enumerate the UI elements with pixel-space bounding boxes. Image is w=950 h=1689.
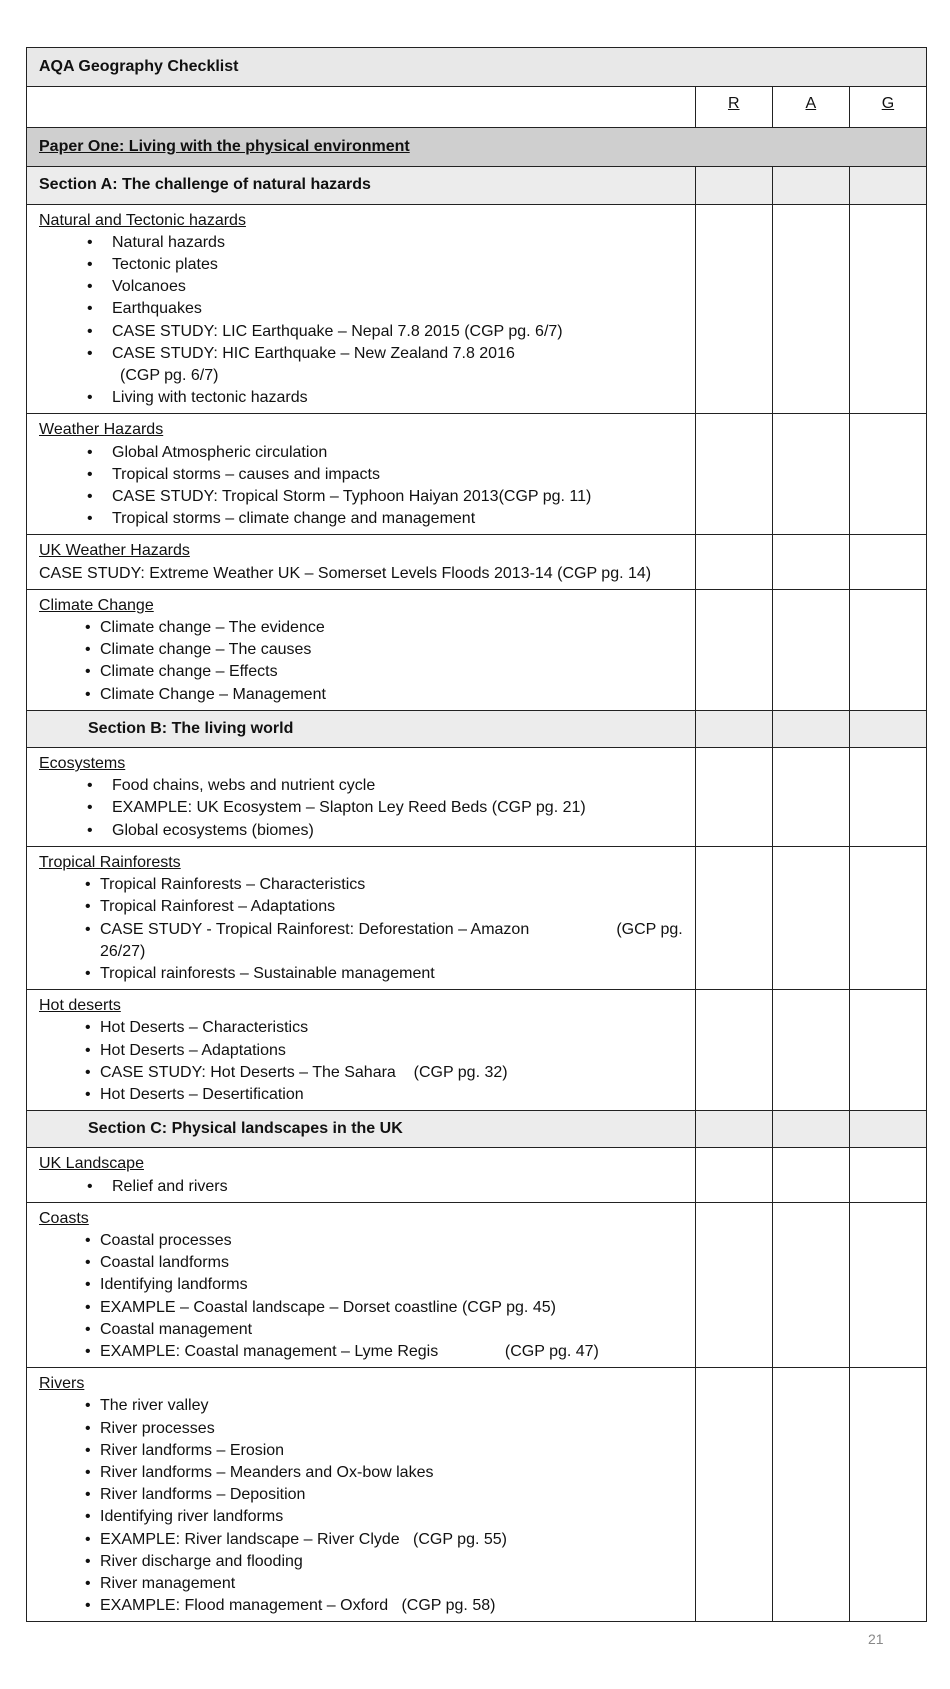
topic-list: [39, 232, 683, 410]
topic-heading: Natural and Tectonic hazards: [39, 211, 246, 229]
topic-row-hot-deserts: [27, 990, 927, 1111]
list-item: • Hot Deserts – Characteristics: [39, 1017, 683, 1039]
rag-header-row: [27, 87, 927, 128]
topic-list: [39, 1176, 683, 1198]
paper-title: Paper One: Living with the physical environment: [39, 138, 410, 156]
rag-cell-r[interactable]: [695, 414, 772, 535]
page-reference: • (GCP pg.: [616, 920, 683, 938]
list-item: • River landforms – Meanders and Ox-bow lakes: [39, 1462, 683, 1484]
list-item: [39, 343, 683, 387]
list-item: • Hot Deserts – Adaptations: [39, 1040, 683, 1062]
rag-cell-g[interactable]: [849, 535, 926, 589]
list-item: • Global ecosystems (biomes): [39, 820, 683, 842]
list-item: • EXAMPLE – Coastal landscape – Dorset coastline (CGP pg. 45): [39, 1297, 683, 1319]
paper-row: [27, 128, 927, 167]
rag-g-header: G: [849, 87, 926, 128]
list-item: • Global Atmospheric circulation: [39, 442, 683, 464]
topic-row-ecosystems: [27, 748, 927, 847]
rag-cell-r[interactable]: [695, 589, 772, 710]
rag-cell-a[interactable]: [772, 846, 849, 989]
rag-cell-r[interactable]: [695, 990, 772, 1111]
topic-heading: UK Landscape: [39, 1155, 144, 1173]
rag-cell-a[interactable]: [772, 990, 849, 1111]
list-item: • River discharge and flooding: [39, 1551, 683, 1573]
list-item: • Natural hazards: [39, 232, 683, 254]
topic-row-coasts: [27, 1202, 927, 1367]
rag-a-header: A: [772, 87, 849, 128]
list-item: • Identifying landforms: [39, 1274, 683, 1296]
list-item: • Hot Deserts – Desertification: [39, 1084, 683, 1106]
rag-cell-g[interactable]: [849, 1111, 926, 1148]
section-c-title: Section C: Physical landscapes in the UK: [88, 1120, 403, 1138]
list-item: • Tropical rainforests – Sustainable management: [39, 963, 683, 985]
topic-row-weather-hazards: [27, 414, 927, 535]
list-item: • Living with tectonic hazards: [39, 387, 683, 409]
rag-cell-a[interactable]: [772, 1202, 849, 1367]
topic-row-climate-change: [27, 589, 927, 710]
rag-cell-g[interactable]: [849, 414, 926, 535]
page-number: 21: [868, 1631, 884, 1647]
topic-list: [39, 874, 683, 985]
list-item: • The river valley: [39, 1395, 683, 1417]
list-item: • Tropical Rainforest – Adaptations: [39, 896, 683, 918]
list-item: • River landforms – Erosion: [39, 1440, 683, 1462]
rag-cell-g[interactable]: [849, 167, 926, 204]
list-item: • Climate change – The evidence: [39, 617, 683, 639]
section-row: [27, 167, 927, 204]
topic-row-rivers: [27, 1368, 927, 1622]
topic-heading: Coasts: [39, 1209, 89, 1227]
topic-heading: UK Weather Hazards: [39, 542, 190, 560]
rag-cell-r[interactable]: [695, 167, 772, 204]
list-item: • Tropical storms – climate change and management: [39, 508, 683, 530]
list-item: • EXAMPLE: UK Ecosystem – Slapton Ley Reed Beds (CGP pg. 21): [39, 797, 683, 819]
rag-cell-a[interactable]: [772, 1148, 849, 1202]
rag-cell-r[interactable]: [695, 748, 772, 847]
topic-row-rainforests: [27, 846, 927, 989]
rag-cell-g[interactable]: [849, 204, 926, 414]
rag-cell-r[interactable]: [695, 846, 772, 989]
list-item: • Tropical storms – causes and impacts: [39, 464, 683, 486]
topic-row-uk-weather: [27, 535, 927, 589]
rag-cell-g[interactable]: [849, 1368, 926, 1622]
list-item: • Climate change – The causes: [39, 639, 683, 661]
checklist-title: AQA Geography Checklist: [39, 58, 239, 75]
list-item: • EXAMPLE: Coastal management – Lyme Regis (CGP pg. 47): [39, 1341, 683, 1363]
list-item: • River processes: [39, 1418, 683, 1440]
topic-heading: Weather Hazards: [39, 421, 164, 439]
rag-cell-a[interactable]: [772, 748, 849, 847]
rag-cell-a[interactable]: [772, 204, 849, 414]
list-item: • Tectonic plates: [39, 254, 683, 276]
rag-cell-r[interactable]: [695, 1148, 772, 1202]
rag-cell-a[interactable]: [772, 1368, 849, 1622]
topic-list: [39, 1017, 683, 1106]
rag-cell-a[interactable]: [772, 535, 849, 589]
topic-heading: Tropical Rainforests: [39, 853, 181, 871]
list-item: • CASE STUDY: LIC Earthquake – Nepal 7.8 2015 (CGP pg. 6/7): [39, 321, 683, 343]
list-item: • River landforms – Deposition: [39, 1484, 683, 1506]
list-item: • EXAMPLE: Flood management – Oxford (CGP pg. 58): [39, 1595, 683, 1617]
list-item: • Tropical Rainforests – Characteristics: [39, 874, 683, 896]
rag-cell-g[interactable]: [849, 710, 926, 747]
rag-cell-a[interactable]: [772, 414, 849, 535]
list-item: • Earthquakes: [39, 298, 683, 320]
rag-cell-r[interactable]: [695, 1202, 772, 1367]
rag-cell-a[interactable]: [772, 710, 849, 747]
list-item: • EXAMPLE: River landscape – River Clyde (CGP pg. 55): [39, 1529, 683, 1551]
section-b-title: Section B: The living world: [88, 719, 294, 737]
list-item: • Food chains, webs and nutrient cycle: [39, 775, 683, 797]
rag-cell-a[interactable]: [772, 167, 849, 204]
topic-heading: Rivers: [39, 1375, 85, 1393]
rag-cell-g[interactable]: [849, 846, 926, 989]
topic-list: [39, 775, 683, 842]
list-item-continuation: (CGP pg. 6/7): [120, 367, 219, 385]
list-item: • Coastal processes: [39, 1230, 683, 1252]
rag-cell-r[interactable]: [695, 710, 772, 747]
section-row: [27, 1111, 927, 1148]
section-a-title: Section A: The challenge of natural hazards: [39, 176, 371, 194]
title-row: [27, 48, 927, 87]
topic-heading: Ecosystems: [39, 755, 126, 773]
list-item: • Climate change – Effects: [39, 661, 683, 683]
rag-cell-g[interactable]: [849, 990, 926, 1111]
list-item-text: CASE STUDY: HIC Earthquake – New Zealand 7.8 2016: [112, 344, 515, 362]
rag-cell-g[interactable]: [849, 1148, 926, 1202]
list-item: • Coastal management: [39, 1319, 683, 1341]
list-item: • Relief and rivers: [39, 1176, 683, 1198]
list-item-continuation: 26/27): [100, 942, 146, 960]
topic-row-uk-landscape: [27, 1148, 927, 1202]
rag-cell-r[interactable]: [695, 1368, 772, 1622]
list-item: [39, 919, 683, 963]
empty-header-cell: [27, 87, 696, 128]
rag-cell-r[interactable]: [695, 1111, 772, 1148]
section-row: [27, 710, 927, 747]
list-item: • Climate Change – Management: [39, 684, 683, 706]
topic-line: CASE STUDY: Extreme Weather UK – Somerset Levels Floods 2013-14 (CGP pg. 14): [39, 564, 652, 582]
list-item: • River management: [39, 1573, 683, 1595]
rag-cell-r[interactable]: [695, 204, 772, 414]
rag-cell-a[interactable]: [772, 1111, 849, 1148]
topic-heading: Climate Change: [39, 596, 154, 614]
rag-cell-g[interactable]: [849, 589, 926, 710]
list-item: • CASE STUDY: Hot Deserts – The Sahara (CGP pg. 32): [39, 1062, 683, 1084]
topic-row-natural-tectonic: [27, 204, 927, 414]
topic-list: [39, 1395, 683, 1617]
list-item: • Volcanoes: [39, 276, 683, 298]
rag-r-header: R: [695, 87, 772, 128]
topic-list: [39, 442, 683, 531]
topic-list: [39, 617, 683, 706]
rag-cell-a[interactable]: [772, 589, 849, 710]
topic-heading: Hot deserts: [39, 997, 121, 1015]
list-item: • Coastal landforms: [39, 1252, 683, 1274]
checklist-table: [26, 47, 927, 1622]
list-item-text: CASE STUDY - Tropical Rainforest: Deforestation – Amazon: [100, 920, 530, 938]
list-item: • CASE STUDY: Tropical Storm – Typhoon Haiyan 2013(CGP pg. 11): [39, 486, 683, 508]
list-item: • Identifying river landforms: [39, 1506, 683, 1528]
rag-cell-g[interactable]: [849, 748, 926, 847]
rag-cell-r[interactable]: [695, 535, 772, 589]
topic-list: [39, 1230, 683, 1363]
rag-cell-g[interactable]: [849, 1202, 926, 1367]
